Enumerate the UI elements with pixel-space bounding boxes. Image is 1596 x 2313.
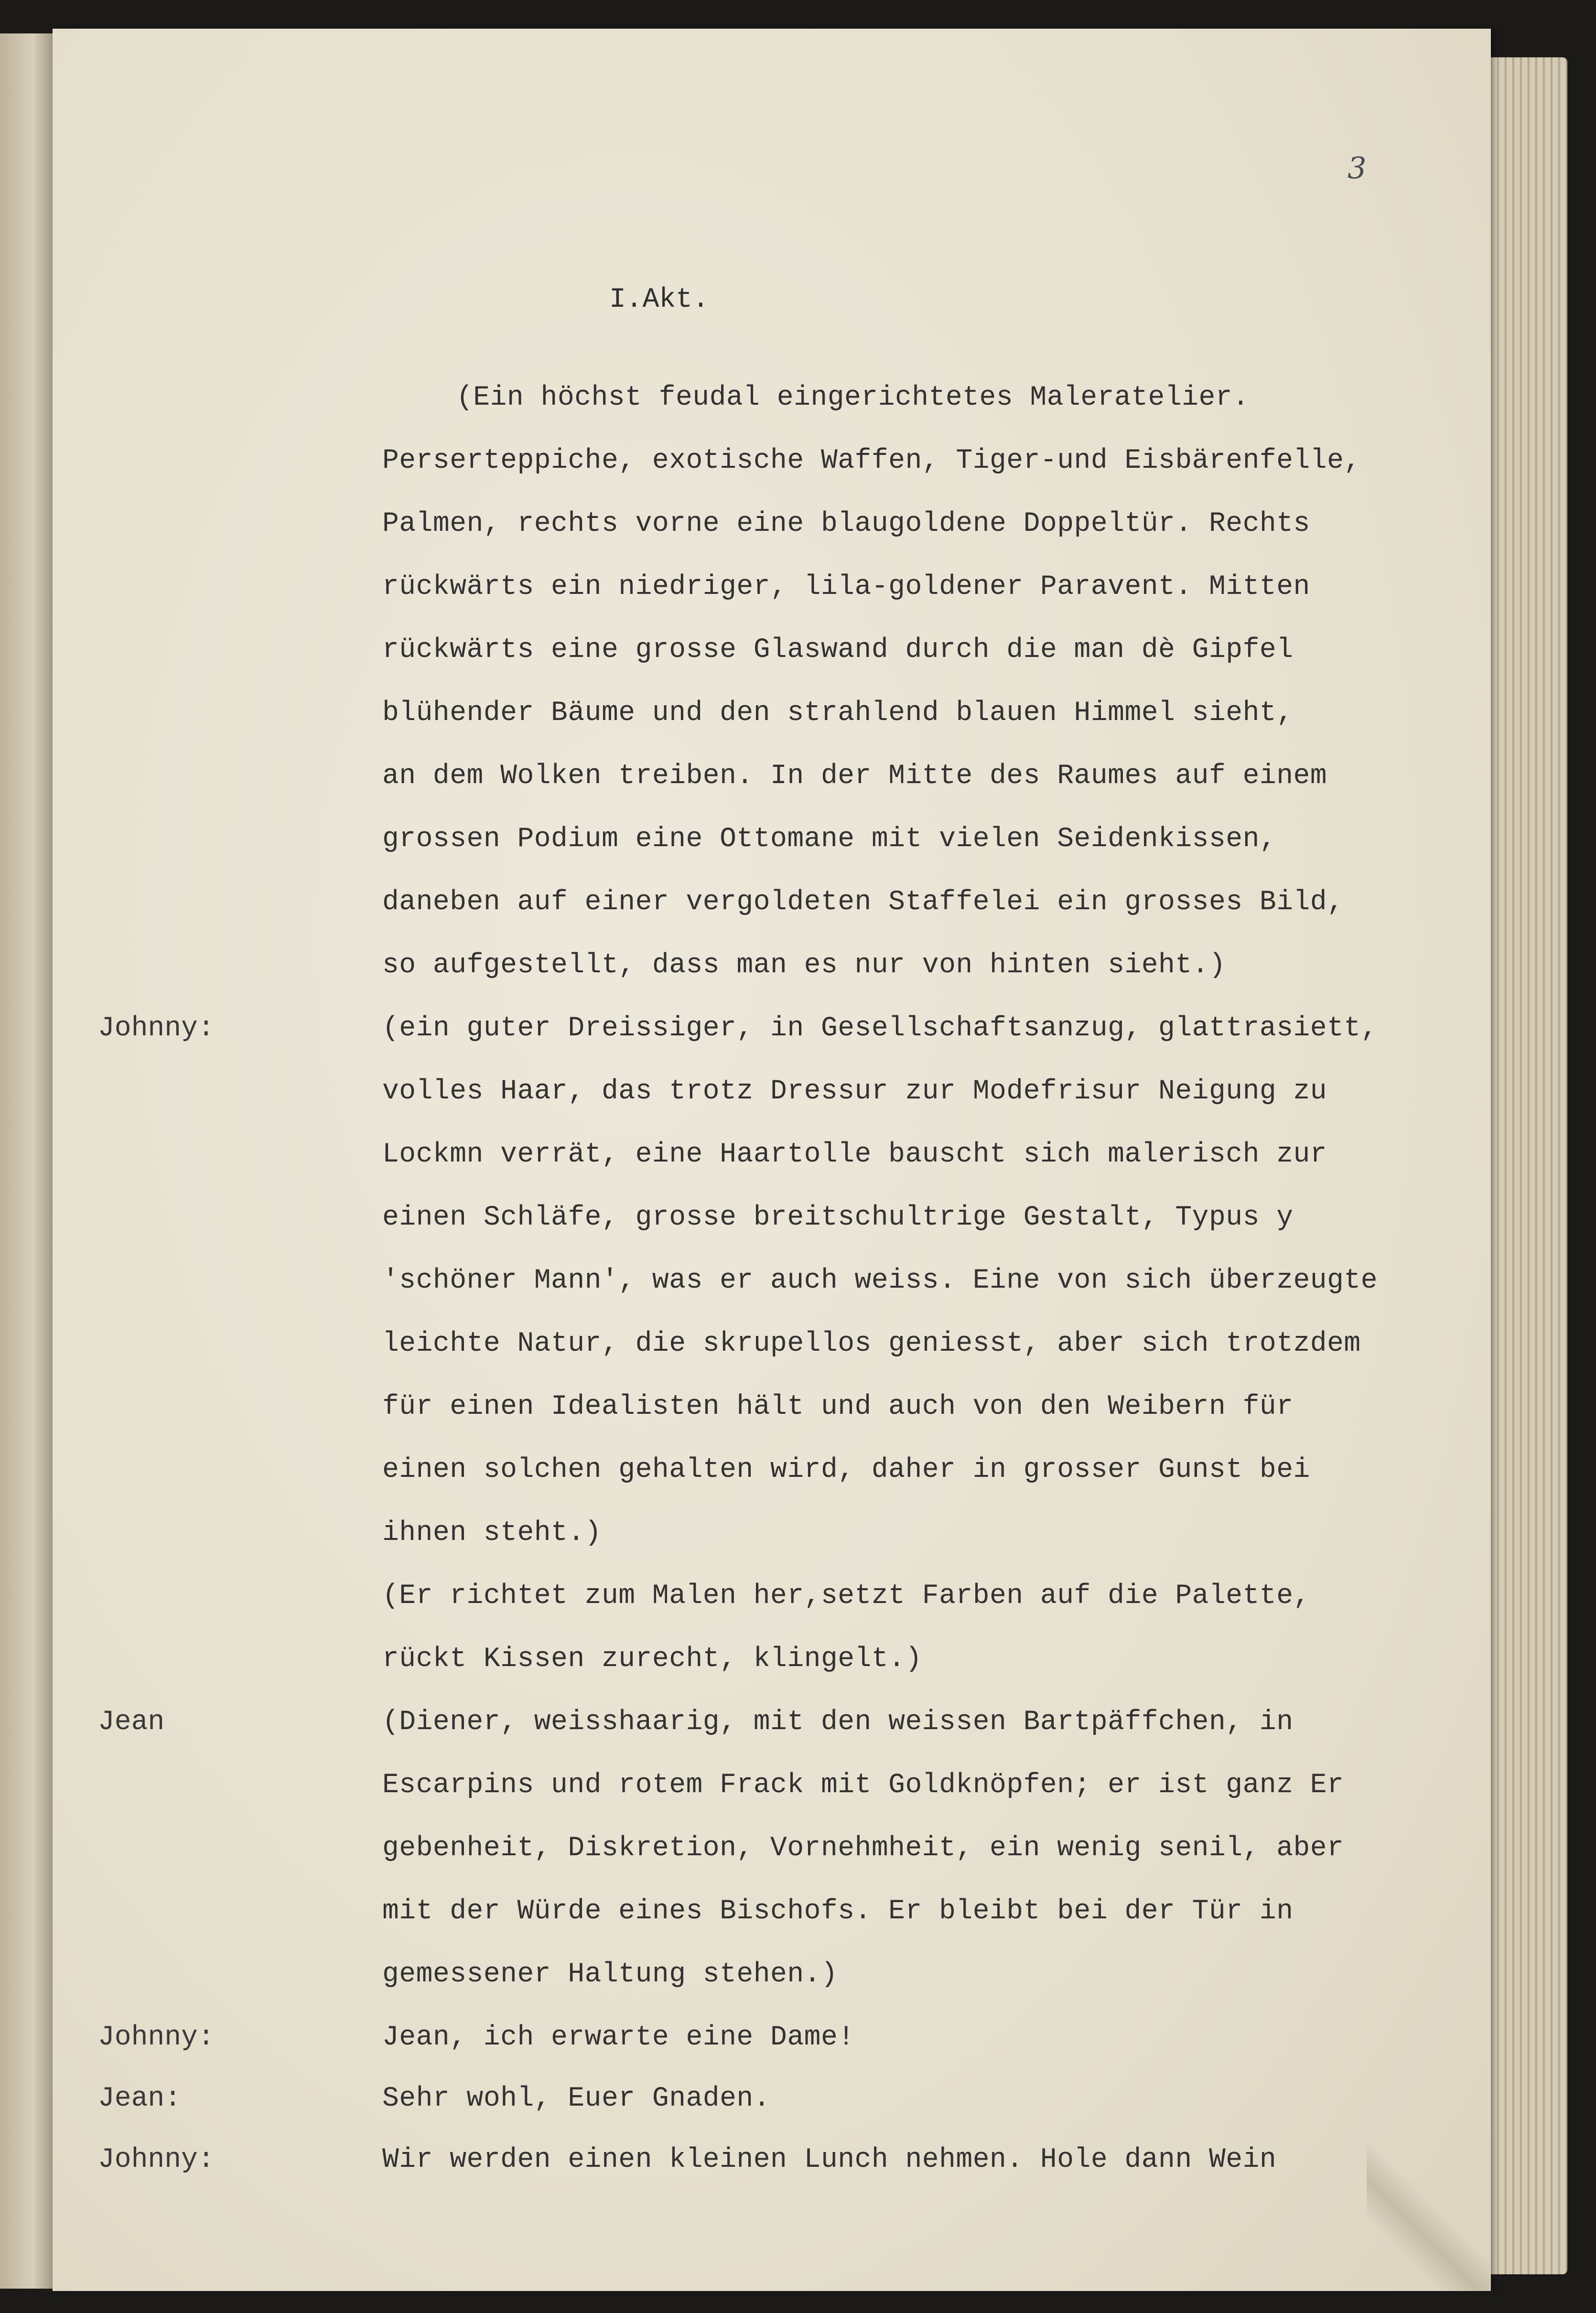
speaker-jean: Jean: [98,2083,182,2114]
text-line: blühender Bäume und den strahlend blauen Himmel sieht, [382,698,1294,729]
text-line: rückt Kissen zurecht, klingelt.) [382,1644,922,1675]
document-page [53,29,1491,2291]
speaker-johnny: Johnny: [98,1013,215,1044]
text-line: (ein guter Dreissiger, in Gesellschaftsanzug, glattrasiett, [382,1013,1378,1044]
text-line: (Ein höchst feudal eingerichtetes Maleratelier. [456,382,1250,413]
text-line: einen solchen gehalten wird, daher in grosser Gunst bei [382,1454,1310,1485]
text-line: mit der Würde eines Bischofs. Er bleibt bei der Tür in [382,1896,1294,1927]
text-line: Sehr wohl, Euer Gnaden. [382,2083,771,2114]
text-line: Wir werden einen kleinen Lunch nehmen. Hole dann Wein [382,2144,1277,2175]
text-line: ihnen steht.) [382,1517,602,1549]
left-page-edge [0,33,60,2289]
text-line: rückwärts ein niedriger, lila-goldener Paravent. Mitten [382,571,1310,602]
text-line: für einen Idealisten hält und auch von den Weibern für [382,1391,1294,1422]
text-line: rückwärts eine grosse Glaswand durch die man dè Gipfel [382,635,1294,666]
text-line: volles Haar, das trotz Dressur zur Modefrisur Neigung zu [382,1076,1327,1107]
page-number: 3 [1348,151,1367,185]
speaker-johnny: Johnny: [98,2144,215,2175]
text-line: gebenheit, Diskretion, Vornehmheit, ein wenig senil, aber [382,1833,1344,1864]
act-title: I.Akt. [609,284,709,315]
text-line: Escarpins und rotem Frack mit Goldknöpfen; er ist ganz Er [382,1770,1344,1801]
text-line: (Er richtet zum Malen her,setzt Farben auf die Palette, [382,1581,1310,1612]
text-line: einen Schläfe, grosse breitschultrige Gestalt, Typus y [382,1202,1294,1233]
speaker-johnny: Johnny: [98,2022,215,2053]
text-line: Jean, ich erwarte eine Dame! [382,2022,855,2053]
speaker-jean: Jean [98,1707,165,1738]
text-line: so aufgestellt, dass man es nur von hinten sieht.) [382,950,1226,981]
text-line: grossen Podium eine Ottomane mit vielen Seidenkissen, [382,824,1277,855]
text-line: Perserteppiche, exotische Waffen, Tiger-und Eisbärenfelle, [382,445,1361,476]
text-line: an dem Wolken treiben. In der Mitte des Raumes auf einem [382,761,1327,792]
text-line: leichte Natur, die skrupellos geniesst, aber sich trotzdem [382,1328,1361,1359]
text-line: daneben auf einer vergoldeten Staffelei ein grosses Bild, [382,887,1344,918]
text-line: gemessener Haltung stehen.) [382,1959,838,1990]
text-line: Lockmn verrät, eine Haartolle bauscht sich malerisch zur [382,1139,1327,1170]
text-line: Palmen, rechts vorne eine blaugoldene Doppeltür. Rechts [382,508,1310,539]
folded-corner [1367,2133,1491,2291]
text-line: (Diener, weisshaarig, mit den weissen Bartpäffchen, in [382,1707,1294,1738]
text-line: 'schöner Mann', was er auch weiss. Eine von sich überzeugte [382,1265,1378,1296]
